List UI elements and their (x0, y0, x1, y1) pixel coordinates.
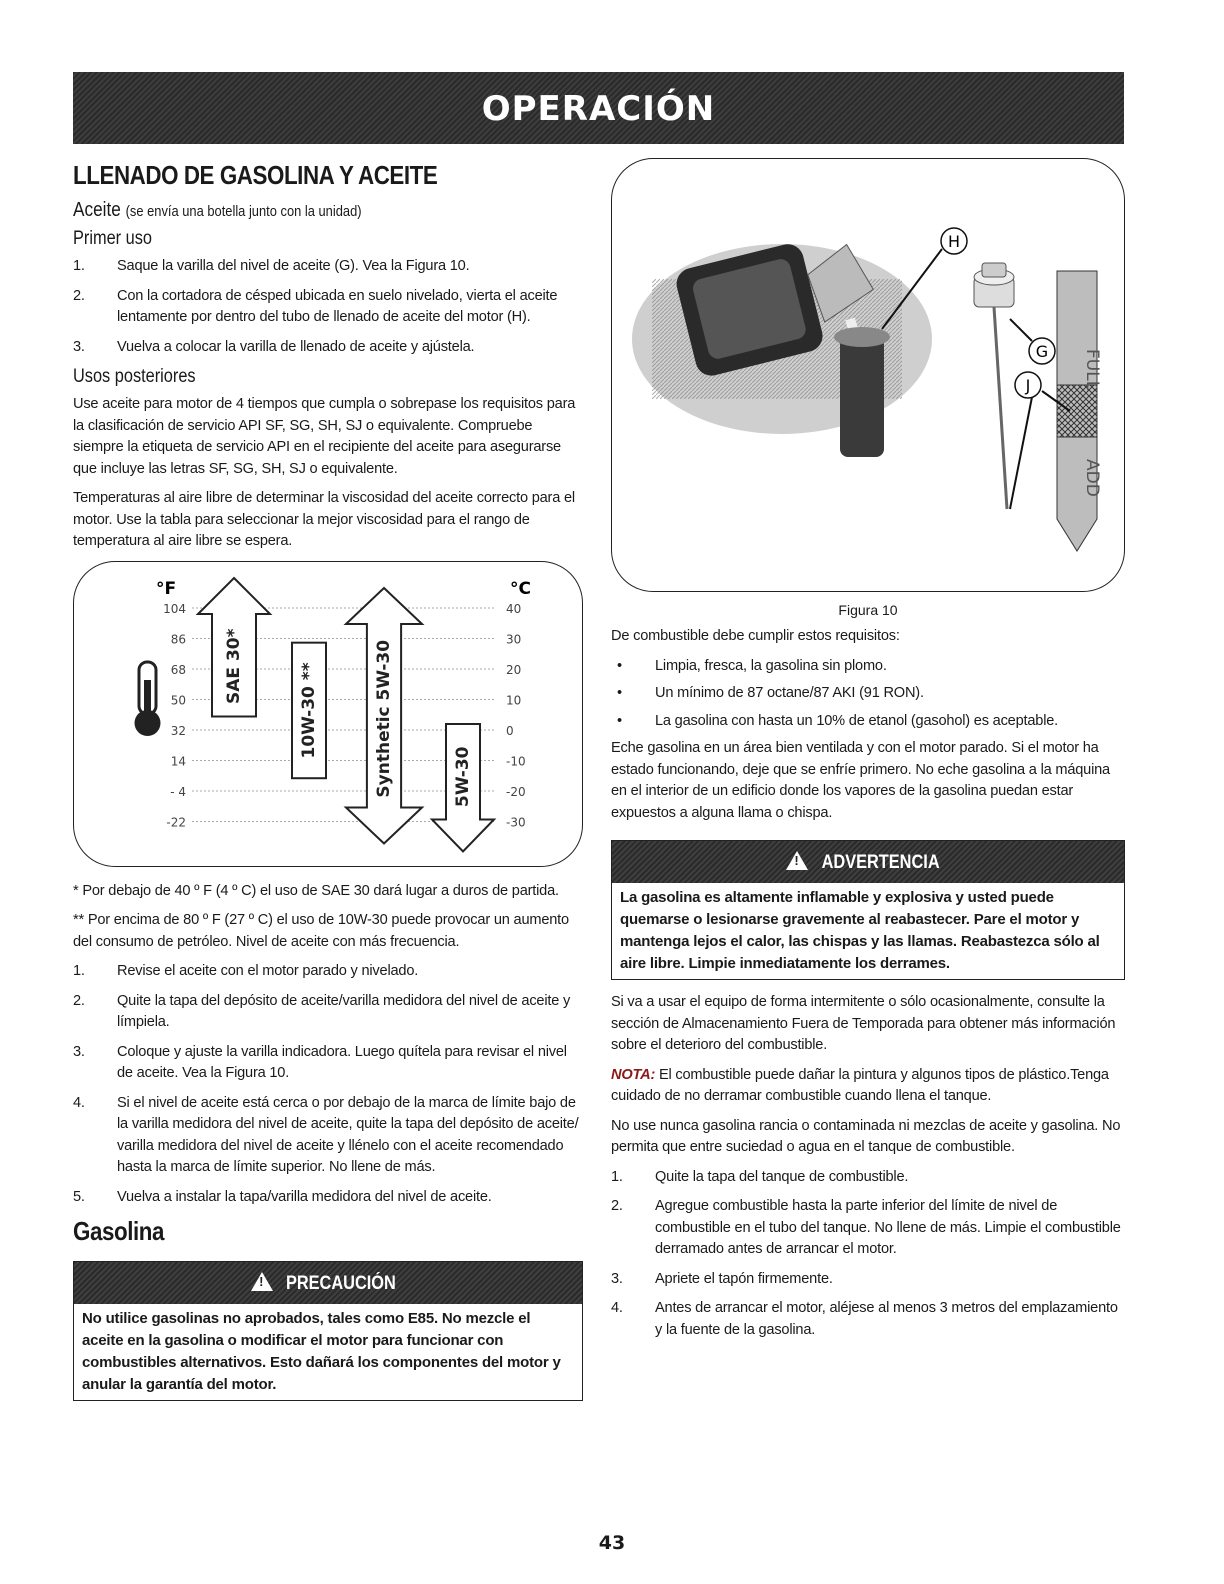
f-tick-label: 14 (170, 754, 186, 768)
section-banner: OPERACIÓN (73, 72, 1124, 144)
c-tick-label: 20 (506, 662, 522, 677)
list-item: • Limpia, fresca, la gasolina sin plomo. (611, 656, 1125, 678)
warning-header: ! ADVERTENCIA (612, 841, 1124, 883)
list-item: 2. Quite la tapa del depósito de aceite/varilla medidora del nivel de aceite y límpiela. (73, 992, 571, 1030)
band-label: 10W-30 ** (299, 661, 319, 758)
footnote-2: ** Por encima de 80 º F (27 º C) el uso de 10W-30 puede provocar un aumento del consumo de petróleo. Nivel de aceite con más frecuencia. (73, 912, 569, 950)
later-use-heading: Usos posteriores (73, 366, 196, 387)
paragraph: Use aceite para motor de 4 tiempos que cumpla o sobrepase los requisitos para la clasificación de servicio API SF, SG, SH, SJ o equivalente. Compruebe siempre la etiqueta de servicio API en el recipiente del aceite para asegurarse que incluye las letras SF, SG, SH, SJ o equivalente. (73, 396, 576, 477)
add-mark: ADD (1082, 459, 1102, 497)
band-label: Synthetic 5W-30 (374, 639, 394, 798)
dipstick-blade (1057, 271, 1102, 551)
oil-check-steps (73, 961, 583, 1208)
gasoline-heading: Gasolina (73, 1216, 165, 1246)
c-tick-label: 10 (506, 693, 522, 707)
warning-text: La gasolina es altamente inflamable y explosiva y usted puede quemarse o lesionarse gravemente al reabastecer. Pare el motor y mantenga lejos el calor, las chispas y las llamas. Reabastezca sólo al aire libre. Limpie inmediatamente los derrames. (620, 889, 1100, 972)
requirements-intro: De combustible debe cumplir estos requisitos: (611, 628, 900, 644)
unit-f-label: °F (156, 578, 177, 599)
unit-c-label: °C (510, 578, 531, 599)
first-use-heading: Primer uso (73, 228, 152, 249)
list-item: 3. Vuelva a colocar la varilla de llenado de aceite y ajústela. (73, 338, 475, 355)
caution-box (73, 1261, 583, 1401)
list-item: 1. Quite la tapa del tanque de combustible. (611, 1168, 909, 1185)
band-label: 5W-30 (453, 745, 473, 807)
band-label: SAE 30* (224, 627, 244, 704)
c-tick-label: -30 (506, 815, 526, 829)
dipstick-cap (974, 263, 1014, 509)
warning-triangle-icon: ! (251, 1272, 273, 1291)
thermometer-icon (135, 662, 161, 736)
label-g: G (1035, 342, 1049, 361)
list-item: 2. Con la cortadora de césped ubicada en suelo nivelado, vierta el aceite lentamente por dentro del tubo de llenado de aceite del motor (H). (73, 287, 558, 325)
note-paragraph: NOTA: El combustible puede dañar la pintura y algunos tipos de plástico.Tenga cuidado de no derramar combustible cuando llena el tanque. (611, 1066, 1109, 1104)
oil-heading: Aceite (se envía una botella junto con la unidad) (73, 199, 362, 221)
f-tick-label: 68 (170, 662, 186, 677)
f-tick-label: -22 (166, 815, 186, 829)
warning-box (611, 840, 1125, 980)
list-item: 4. Si el nivel de aceite está cerca o por debajo de la marca de límite bajo de la varilla medidora del nivel de aceite, quite la tapa del depósito de aceite/ varilla medidora del nivel de aceite y llénelo con el aceite recomendado hasta la marca de límite superior. No llene de más. (73, 1094, 579, 1175)
figure-10 (611, 158, 1125, 592)
list-item: 4. Antes de arrancar el motor, aléjese al menos 3 metros del emplazamiento y la fuente de la gasolina. (611, 1300, 1118, 1338)
footnote-1: * Por debajo de 40 º F (4 º C) el uso de SAE 30 dará lugar a duros de partida. (73, 882, 559, 899)
viscosity-chart (73, 561, 583, 867)
label-h: H (947, 232, 961, 251)
paragraph: Eche gasolina en un área bien ventilada y con el motor parado. Si el motor ha estado funcionando, deje que se enfríe primero. No eche gasolina a la máquina en el interior de un edificio donde los vapores de la gasolina puedan estar expuestos a alguna llama o chispa. (611, 740, 1110, 821)
f-tick-label: - 4 (170, 784, 186, 799)
list-item: 2. Agregue combustible hasta la parte inferior del límite de nivel de combustible en el tubo del tanque. No llene de más. Limpie el combustible derramado antes de arrancar el motor. (611, 1198, 1121, 1257)
list-item: 3. Coloque y ajuste la varilla indicadora. Luego quítela para revisar el nivel de aceite. Vea la Figura 10. (73, 1043, 567, 1081)
f-tick-label: 104 (163, 601, 186, 616)
list-item: 5. Vuelva a instalar la tapa/varilla medidora del nivel de aceite. (73, 1188, 492, 1205)
left-column (73, 158, 583, 1413)
caution-text: No utilice gasolinas no aprobados, tales como E85. No mezcle el aceite en la gasolina o modificar el motor para funcionar con combustibles alternativos. Esto dañará los componentes del motor y anular la garantía del motor. (82, 1310, 561, 1393)
paragraph: No use nunca gasolina rancia o contaminada ni mezclas de aceite y gasolina. No permita que entre suciedad o agua en el tanque de combustible. (611, 1117, 1121, 1155)
paragraph: Si va a usar el equipo de forma intermitente o sólo ocasionalmente, consulte la sección de Almacenamiento Fuera de Temporada para obtener más información sobre el deterioro del combustible. (611, 994, 1116, 1053)
dipstick-illustration (612, 159, 1124, 591)
c-tick-label: 30 (506, 632, 522, 646)
right-column (611, 158, 1125, 1349)
fill-tube (840, 337, 884, 457)
page-number: 43 (598, 1532, 626, 1554)
viscosity-bands (198, 578, 494, 852)
c-tick-label: -10 (506, 754, 526, 768)
caution-header: ! PRECAUCIÓN (74, 1262, 582, 1304)
fuel-steps (611, 1167, 1125, 1342)
figure-caption: Figura 10 (838, 602, 898, 618)
warning-triangle-icon: ! (786, 851, 808, 870)
list-item: 1. Revise el aceite con el motor parado y nivelado. (73, 963, 419, 979)
label-j: J (1025, 376, 1031, 395)
c-tick-label: -20 (506, 784, 526, 799)
f-tick-label: 86 (170, 632, 186, 646)
list-item: 1. Saque la varilla del nivel de aceite (G). Vea la Figura 10. (73, 258, 470, 274)
viscosity-chart-svg (74, 562, 582, 866)
f-tick-label: 50 (170, 693, 186, 707)
section-title: LLENADO DE GASOLINA Y ACEITE (73, 160, 438, 190)
c-tick-label: 0 (506, 723, 514, 738)
full-mark: FULL (1082, 349, 1102, 391)
first-use-steps (73, 256, 583, 358)
c-tick-label: 40 (506, 601, 522, 616)
f-tick-label: 32 (170, 723, 186, 738)
list-item: 3. Apriete el tapón firmemente. (611, 1270, 833, 1287)
paragraph: Temperaturas al aire libre de determinar la viscosidad del aceite correcto para el motor. Use la tabla para seleccionar la mejor viscosidad para el rango de temperatura al aire libre se espera. (73, 490, 575, 549)
fuel-requirements (611, 656, 1125, 733)
list-item: • Un mínimo de 87 octane/87 AKI (91 RON). (611, 683, 1125, 705)
list-item: • La gasolina con hasta un 10% de etanol (gasohol) es aceptable. (611, 711, 1125, 733)
